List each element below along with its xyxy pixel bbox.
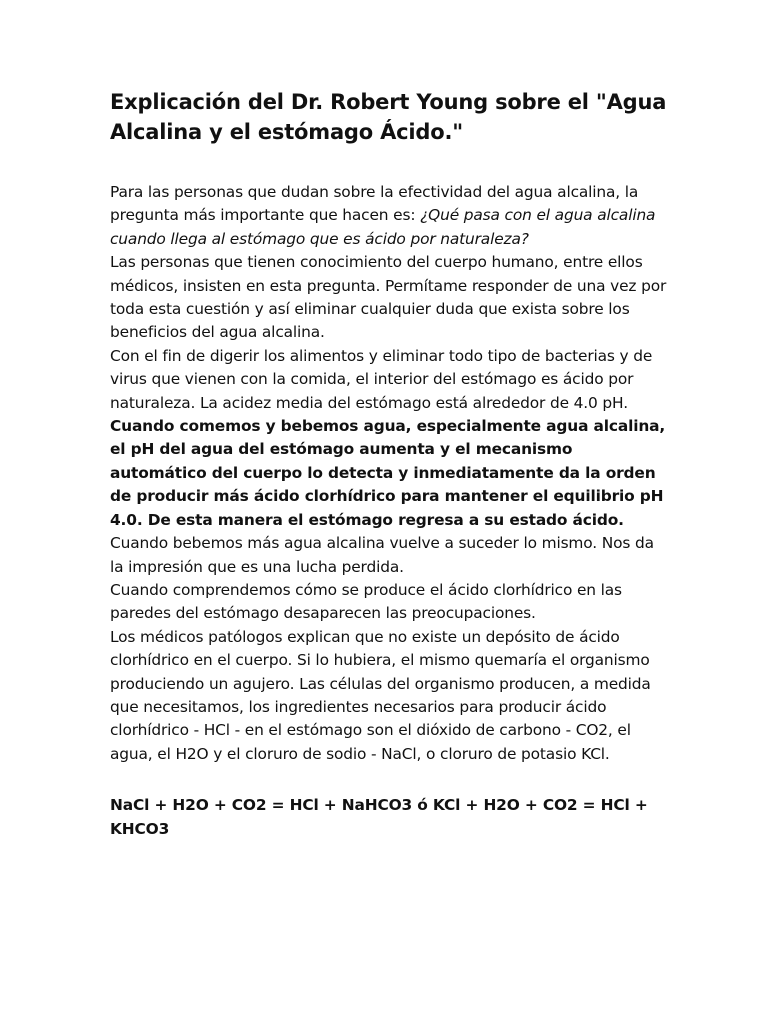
document-body <box>110 181 670 766</box>
paragraph-2: Con el fin de digerir los alimentos y eliminar todo tipo de bacterias y de virus que vienen con la comida, el interior del estómago es ácido por naturaleza. La acidez media del estómago está alrededor de 4.0 pH. <box>110 346 653 412</box>
paragraph-5: Los médicos patólogos explican que no existe un depósito de ácido clorhídrico en el cuerpo. Si lo hubiera, el mismo quemaría el organismo produciendo un agujero. Las células del organismo producen, a medida que necesitamos, los ingredientes necesarios para producir ácido clorhídrico - HCl - en el estómago son el dióxido de carbono - CO2, el agua, el H2O y el cloruro de sodio - NaCl, o cloruro de potasio KCl. <box>110 627 651 763</box>
document-title: Explicación del Dr. Robert Young sobre el "Agua Alcalina y el estómago Ácido." <box>110 90 667 144</box>
document-page <box>110 87 670 856</box>
paragraph-4: Cuando comprendemos cómo se produce el ácido clorhídrico en las paredes del estómago desaparecen las preocupaciones. <box>110 580 622 623</box>
intro-text: Para las personas que dudan sobre la efectividad del agua alcalina, la pregunta más importante que hacen es: <box>110 183 639 225</box>
paragraph-3: Cuando bebemos más agua alcalina vuelve a suceder lo mismo. Nos da la impresión que es una lucha perdida. <box>110 534 654 576</box>
intro-question: ¿Qué pasa con el agua alcalina cuando llega al estómago que es ácido por naturaleza? <box>110 206 656 248</box>
chemical-formula: NaCl + H2O + CO2 = HCl + NaHCO3 ó KCl + H2O + CO2 = HCl + KHCO3 <box>110 796 648 838</box>
paragraph-bold: Cuando comemos y bebemos agua, especialmente agua alcalina, el pH del agua del estómago aumenta y el mecanismo automático del cuerpo lo detecta y inmediatamente da la orden de producir más ácido clorhídrico para mantener el equilibrio pH 4.0. De esta manera el estómago regresa a su estado ácido. <box>110 417 666 529</box>
intro-paragraph <box>110 181 670 251</box>
paragraph-1: Las personas que tienen conocimiento del cuerpo humano, entre ellos médicos, insisten en esta pregunta. Permítame responder de una vez por toda esta cuestión y así eliminar cualquier duda que exista sobre los beneficios del agua alcalina. <box>110 253 667 342</box>
